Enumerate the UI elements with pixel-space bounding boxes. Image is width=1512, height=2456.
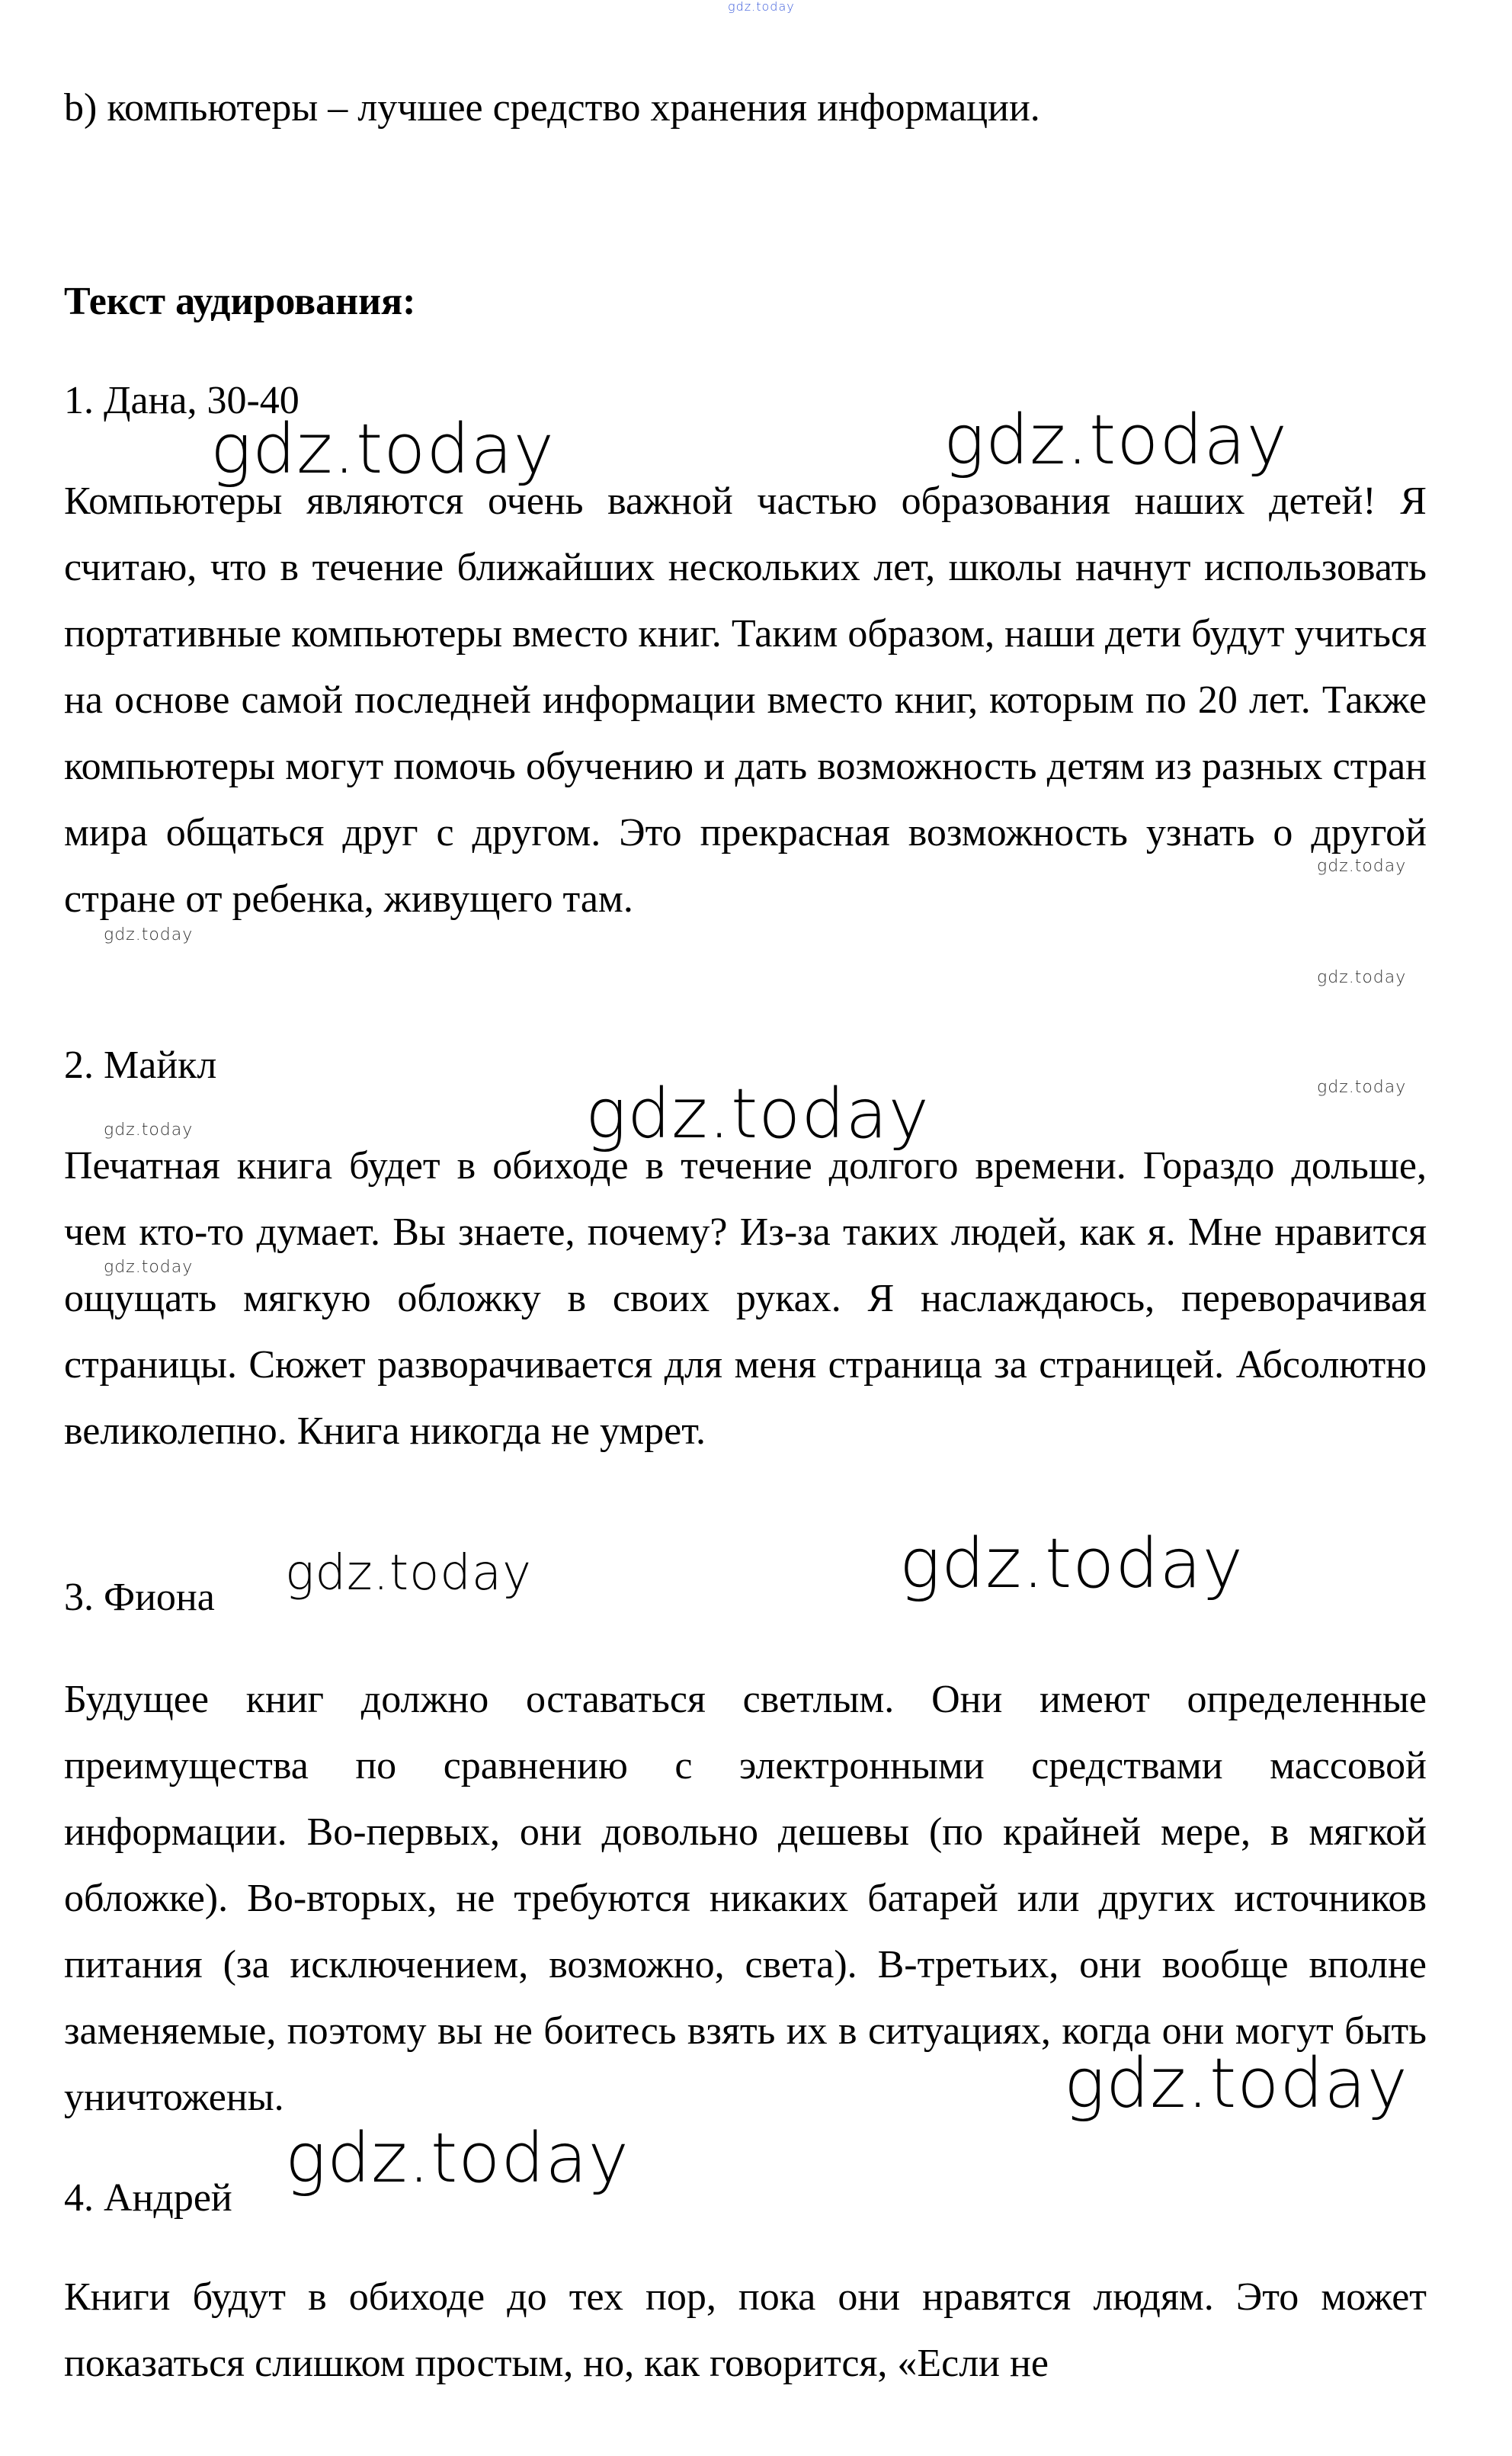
speaker-text-3: Будущее книг должно оставаться светлым. Они имеют определенные преимущества по сравнению с электронными средствами массовой информации. Во-первых, они довольно дешевы (по крайней мере, в мягкой обложке). Во-вторых, не требуются никаких батарей или других источников питания (за исключением, возможно, света). В-третьих, они вообще вполне заменяемые, поэтому вы не боитесь взять их в ситуациях, когда они могут быть уничтожены. [64, 1678, 1427, 2119]
speaker-text-4: Книги будут в обиходе до тех пор, пока они нравятся людям. Это может показаться слишком простым, но, как говорится, «Если не [64, 2275, 1427, 2385]
watermark: gdz.today [104, 1258, 194, 1277]
section-title: Текст аудирования: [64, 280, 416, 323]
watermark: gdz.today [1317, 968, 1407, 987]
answer-b: b) компьютеры – лучшее средство хранения информации. [64, 86, 1040, 130]
watermark: gdz.today [285, 1545, 532, 1602]
speaker-heading-4: 4. Андрей [64, 2176, 232, 2220]
watermark: gdz.today [1317, 1078, 1407, 1097]
watermark: gdz.today [943, 400, 1288, 480]
watermark: gdz.today [1317, 857, 1407, 876]
watermark: gdz.today [1064, 2044, 1408, 2124]
speaker-heading-3: 3. Фиона [64, 1576, 215, 1619]
top-watermark: gdz.today [728, 0, 795, 14]
speaker-text-1: Компьютеры являются очень важной частью образования наших детей! Я считаю, что в течение ближайших нескольких лет, школы начнут использовать портативные компьютеры вместо книг. Таким образом, наши дети будут учиться на основе самой последней информации вместо книг, которым по 20 лет. Также компьютеры могут помочь обучению и дать возможность детям из разных стран мира общаться друг с другом. Это прекрасная возможность узнать о другой стране от ребенка, живущего там. [64, 479, 1427, 921]
watermark: gdz.today [285, 2118, 629, 2198]
speaker-heading-2: 2. Майкл [64, 1044, 217, 1087]
watermark: gdz.today [899, 1524, 1244, 1604]
speaker-heading-1: 1. Дана, 30-40 [64, 379, 300, 422]
watermark: gdz.today [585, 1074, 930, 1154]
watermark: gdz.today [104, 925, 194, 944]
speaker-text-2: Печатная книга будет в обиходе в течение долгого времени. Гораздо дольше, чем кто-то думает. Вы знаете, почему? Из-за таких людей, как я. Мне нравится ощущать мягкую обложку в своих руках. Я наслаждаюсь, переворачивая страницы. Сюжет разворачивается для меня страница за страницей. Абсолютно великолепно. Книга никогда не умрет. [64, 1144, 1427, 1453]
watermark: gdz.today [104, 1121, 194, 1140]
watermark: gdz.today [210, 409, 555, 489]
